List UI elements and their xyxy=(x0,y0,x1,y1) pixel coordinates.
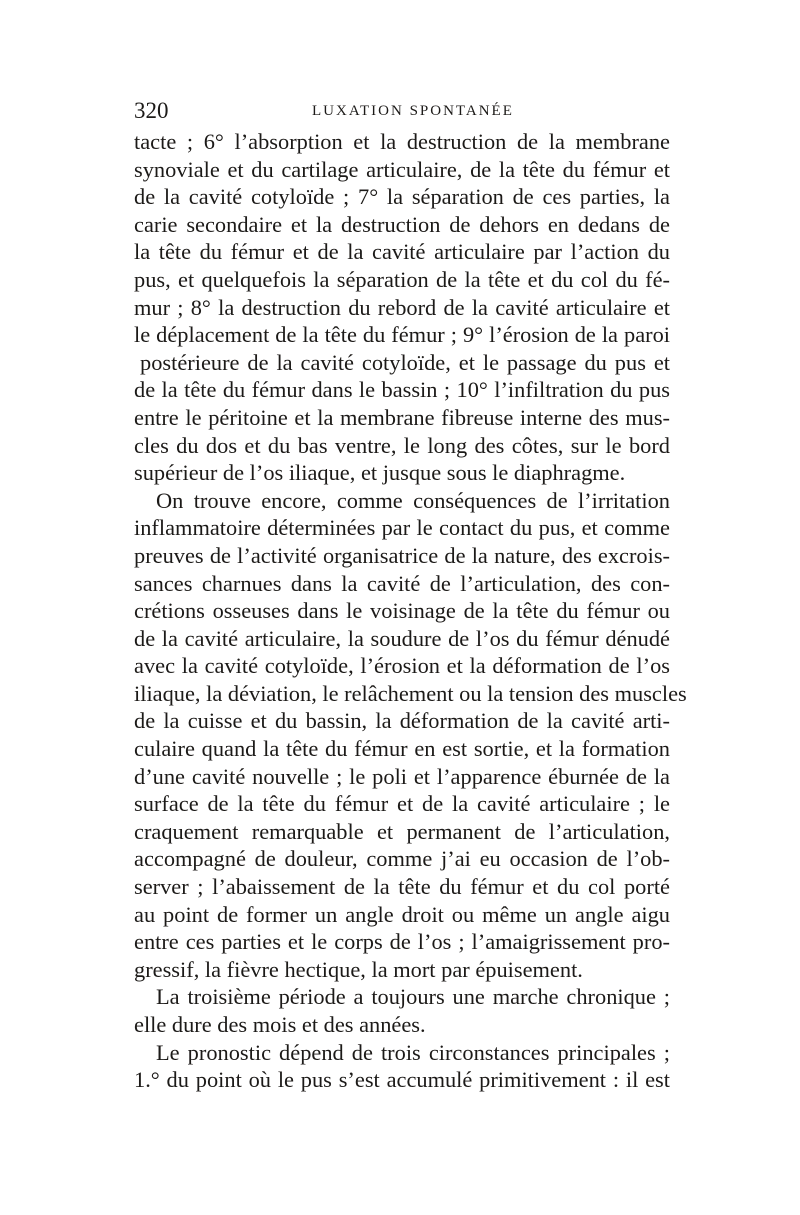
text-line: cles du dos et du bas ventre, le long des côtes, sur le bord xyxy=(134,432,670,458)
paragraph-end-line: elle dure des mois et des années. xyxy=(134,1012,426,1037)
text-line: synoviale et du cartilage articulaire, de la tête du fémur et xyxy=(134,156,670,182)
text-line: pus, et quelquefois la séparation de la tête et du col du fé- xyxy=(134,266,670,292)
text-line: surface de la tête du fémur et de la cavité articulaire ; le xyxy=(134,791,670,817)
text-line: d’une cavité nouvelle ; le poli et l’apparence éburnée de la xyxy=(134,763,670,789)
paragraph-start-line: On trouve encore, comme conséquences de l’irritation xyxy=(156,487,670,513)
text-line: entre ces parties et le corps de l’os ; l’amaigrissement pro- xyxy=(134,929,670,955)
text-line: iliaque, la déviation, le relâchement ou la tension des muscles xyxy=(134,680,687,706)
running-head xyxy=(134,96,674,126)
text-line: avec la cavité cotyloïde, l’érosion et la déformation de l’os xyxy=(134,653,670,679)
text-line: culaire quand la tête du fémur en est sortie, et la formation xyxy=(134,736,670,762)
paragraph-end-line: gressif, la fièvre hectique, la mort par épuisement. xyxy=(134,956,583,982)
text-line: accompagné de douleur, comme j’ai eu occasion de l’ob- xyxy=(134,846,670,872)
paragraph-start-line: Le pronostic dépend de trois circonstances principales ; xyxy=(156,1039,670,1065)
paragraph-start-line: La troisième période a toujours une marche chronique ; xyxy=(156,984,670,1010)
text-line: craquement remarquable et permanent de l’articulation, xyxy=(134,818,670,844)
text-line: de la cavité articulaire, la soudure de l’os du fémur dénudé xyxy=(134,625,670,651)
page-number: 320 xyxy=(134,98,169,123)
text-line: au point de former un angle droit ou même un angle aigu xyxy=(134,901,670,927)
text-line: carie secondaire et la destruction de dehors en dedans de xyxy=(134,211,670,237)
text-line: inflammatoire déterminées par le contact du pus, et comme xyxy=(134,515,670,541)
body-text xyxy=(134,128,687,1094)
text-line: sances charnues dans la cavité de l’articulation, des con- xyxy=(134,570,670,596)
text-line: de la tête du fémur dans le bassin ; 10° l’infiltration du pus xyxy=(134,377,670,403)
paragraph-end-line: supérieur de l’os iliaque, et jusque sous le diaphragme. xyxy=(134,460,626,486)
text-line: le déplacement de la tête du fémur ; 9° l’érosion de la paroi xyxy=(134,322,670,348)
text-line: 1.° du point où le pus s’est accumulé primitivement : il est xyxy=(134,1067,670,1093)
text-line: de la cuisse et du bassin, la déformation de la cavité arti- xyxy=(134,708,670,734)
text-line: preuves de l’activité organisatrice de la nature, des excrois- xyxy=(134,542,670,568)
text-line: tacte ; 6° l’absorption et la destruction de la membrane xyxy=(134,129,670,154)
text-line: server ; l’abaissement de la tête du fémur et du col porté xyxy=(134,874,670,900)
text-line: mur ; 8° la destruction du rebord de la cavité articulaire et xyxy=(134,294,670,320)
text-line: entre le péritoine et la membrane fibreuse interne des mus- xyxy=(134,404,670,430)
running-title: LUXATION SPONTANÉE xyxy=(312,103,514,119)
text-line: crétions osseuses dans le voisinage de la tête du fémur ou xyxy=(134,598,670,624)
text-line: de la cavité cotyloïde ; 7° la séparation de ces parties, la xyxy=(134,184,670,210)
text-line: postérieure de la cavité cotyloïde, et le passage du pus et xyxy=(140,349,670,375)
text-line: la tête du fémur et de la cavité articulaire par l’action du xyxy=(134,239,670,265)
